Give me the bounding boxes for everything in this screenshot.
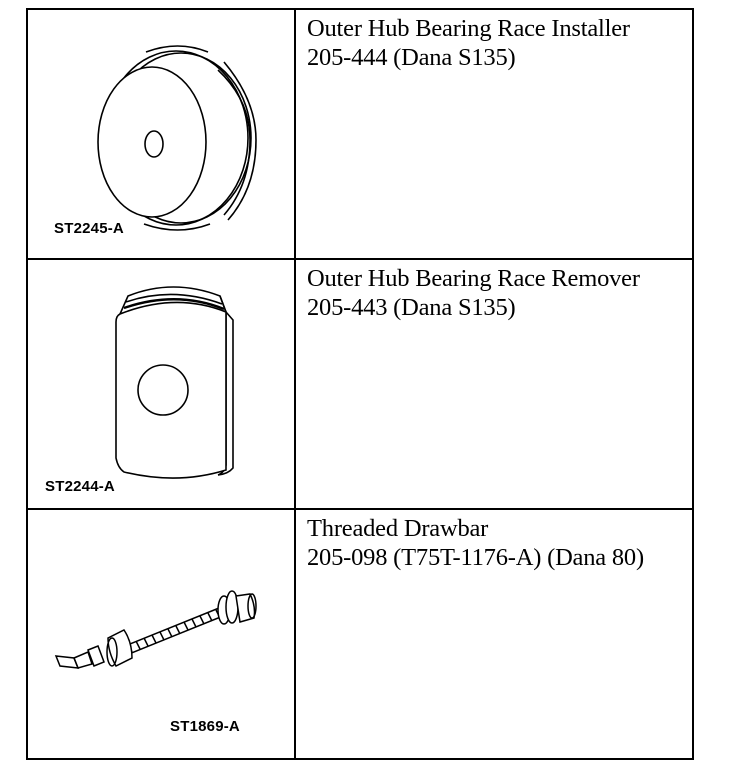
tool-row-installer (27, 9, 693, 259)
tool-name: Threaded Drawbar (307, 515, 489, 542)
tool-part-number: 205-444 (Dana S135) (307, 44, 516, 71)
illustration-code-label: ST2245-A (54, 220, 124, 237)
illustration-code-label: ST2244-A (45, 478, 115, 495)
tool-illustration-cell (27, 9, 295, 259)
threaded-drawbar-drawing (28, 510, 294, 760)
tool-description-cell (295, 509, 693, 759)
special-tools-table (26, 8, 694, 760)
race-remover-drawing (28, 260, 294, 510)
tool-part-number: 205-443 (Dana S135) (307, 294, 516, 321)
tool-row-remover (27, 259, 693, 509)
tool-illustration-cell (27, 259, 295, 509)
illustration-code-label: ST1869-A (170, 718, 240, 735)
tool-part-number: 205-098 (T75T-1176-A) (Dana 80) (307, 544, 644, 571)
tool-row-drawbar (27, 509, 693, 759)
tool-name: Outer Hub Bearing Race Installer (307, 15, 630, 42)
tool-description-cell (295, 259, 693, 509)
tool-description-cell (295, 9, 693, 259)
tool-name: Outer Hub Bearing Race Remover (307, 265, 640, 292)
tool-illustration-cell (27, 509, 295, 759)
